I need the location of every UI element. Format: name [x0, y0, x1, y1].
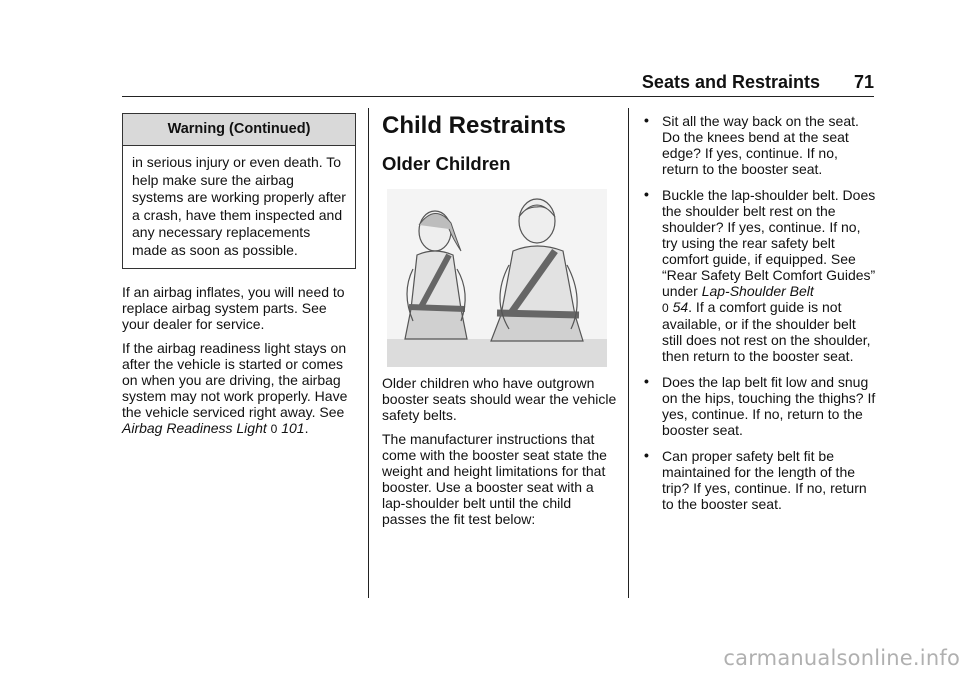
step-2-end-text: . If a comfort guide is not available, or if the shoulder belt still does not rest on the shoulder, then return to the booster seat.: [662, 299, 871, 364]
warning-heading: Warning (Continued): [123, 114, 355, 146]
fit-test-step-1: Sit all the way back on the seat. Do the knees bend at the seat edge? If yes, continue. If no, return to the booster seat.: [662, 113, 859, 177]
readiness-light-text: If the airbag readiness light stays on after the vehicle is started or comes on when you are driving, the airbag system may not work properly. Have the vehicle serviced right away. See: [122, 340, 348, 420]
left-column: [122, 113, 356, 445]
page-ref-icon: 0: [662, 301, 669, 315]
bullet-icon: •: [644, 373, 649, 389]
bullet-icon: •: [644, 447, 649, 463]
step-2-text: Buckle the lap-shoulder belt. Does the shoulder belt rest on the shoulder? If yes, continue. If no, try using the rear safety belt comfort guide, if equipped. See “Rear Safety Belt Comfort Guides” under: [662, 187, 876, 299]
page-ref-icon: 0: [270, 422, 278, 436]
watermark: carmanualsonline.info: [723, 646, 960, 670]
list-item: [641, 113, 877, 177]
warning-body: in serious injury or even death. To help make sure the airbag systems are working properly after a crash, have them inspected and any necessary replacements made as soon as possible.: [132, 154, 346, 258]
fit-test-step-2: [662, 187, 875, 364]
bullet-icon: •: [644, 112, 649, 128]
fit-test-step-3: Does the lap belt fit low and snug on the hips, touching the thighs? If yes, continue. If no, return to the booster seat.: [662, 374, 876, 438]
section-heading: Child Restraints: [382, 112, 567, 139]
period: .: [304, 420, 309, 436]
list-item: [641, 187, 877, 364]
list-item: [641, 448, 877, 512]
page-ref-54[interactable]: 54: [672, 299, 689, 315]
readiness-light-paragraph: [122, 340, 356, 437]
warning-box: [122, 113, 356, 269]
page-header: [122, 72, 874, 97]
middle-column: [382, 112, 618, 535]
page-number: 71: [853, 72, 874, 92]
older-children-paragraph: Older children who have outgrown booster seats should wear the vehicle safety belts.: [382, 375, 617, 423]
airbag-readiness-light-link[interactable]: Airbag Readiness Light: [122, 420, 267, 436]
children-seatbelt-illustration: [387, 189, 607, 367]
manufacturer-instructions-paragraph: The manufacturer instructions that come with the booster seat state the weight and height limitations for that booster. Use a booster seat with a lap-shoulder belt until the child passes the fit test below:: [382, 431, 607, 527]
section-title: Seats and Restraints: [641, 72, 820, 92]
subsection-heading: Older Children: [382, 153, 511, 174]
column-divider-right: [628, 108, 629, 598]
list-item: [641, 374, 877, 438]
fit-test-step-4: Can proper safety belt fit be maintained for the length of the trip? If yes, continue. If no, return to the booster seat.: [662, 448, 867, 512]
right-column: [641, 113, 877, 522]
page-ref-101[interactable]: 101: [281, 420, 305, 436]
column-divider-left: [368, 108, 369, 598]
bullet-icon: •: [644, 186, 649, 202]
lap-shoulder-belt-link[interactable]: Lap-Shoulder Belt: [701, 283, 814, 299]
airbag-inflation-paragraph: If an airbag inflates, you will need to replace airbag system parts. See your dealer for service.: [122, 284, 345, 332]
